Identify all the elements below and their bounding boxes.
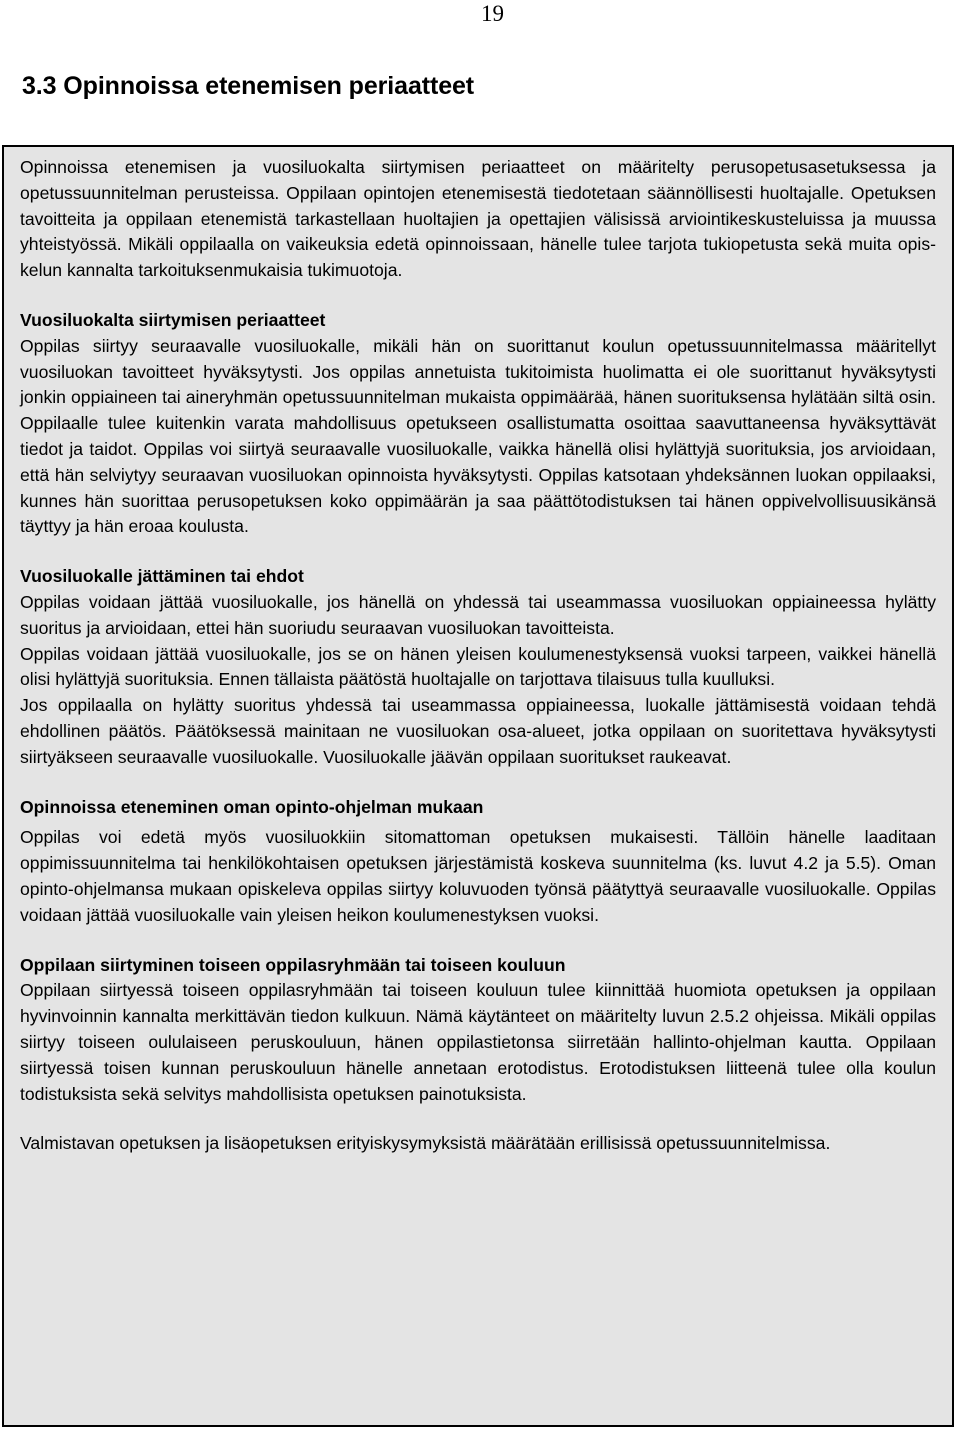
subsection-heading: Vuosiluokalta siirtymisen periaatteet [20, 309, 326, 330]
subsection-heading: Vuosiluokalle jättäminen tai ehdot [20, 566, 304, 587]
subsection-heading: Oppilaan siirtyminen toiseen oppilasryhmään tai toiseen kouluun [20, 954, 566, 975]
section-paragraph: Oppilas voidaan jättää vuosiluokalle, jos se on hänen yleisen koulumenestyksensä vuoksi tarpeen, vaikkei hänellä olisi hylättyjä suorituksia. Ennen tällaista päätöstä huoltajalle on tarjottava tilaisuus tulla kuulluksi. [20, 643, 936, 690]
section-oma-opinto-ohjelma [20, 795, 936, 929]
closing-block [20, 1131, 936, 1157]
section-paragraph: Jos oppilaalla on hylätty suoritus yhdessä tai useammassa oppiaineessa, luokalle jättämisestä voidaan tehdä ehdollinen päätös. Päätöksessä mainitaan ne vuosiluokan osa-alueet, jotka oppilaan on suoritettava hyväksytysti siirtyäkseen seuraavalle vuosiluokalle. Vuosiluokalle jäävän oppilaan suoritukset raukeavat. [20, 695, 936, 767]
section-siirtyminen-toiseen-kouluun [20, 953, 936, 1108]
intro-block [20, 155, 936, 284]
section-paragraph: Oppilaan siirtyessä toiseen oppilasryhmään tai toiseen kouluun tulee kiinnittää huomiota opetuksen ja oppilaan hyvinvoinnin kannalta merkittävän tiedon kulkuun. Nämä käytänteet on määritelty luvun 2.5.2 ohjeissa. Mikäli oppilas siirtyy toiseen oululaiseen peruskouluun, hänen oppilastietonsa siirretään hallinto-ohjelman kautta. Oppilaan siirtyessä toisen kunnan peruskouluun hänelle annetaan erotodistus. Erotodistuksen liitteenä tulee olla koulun todistuksista sekä selvitys mahdollisista opetuksen painotuksista. [20, 980, 936, 1104]
content-box [2, 145, 954, 1427]
closing-paragraph: Valmistavan opetuksen ja lisäopetuksen erityiskysymyksistä määrätään erillisissä opetussuunnitelmissa. [20, 1133, 831, 1154]
section-vuosiluokalle-jattaminen [20, 564, 936, 770]
section-heading: 3.3 Opinnoissa etenemisen periaatteet [22, 72, 475, 100]
section-paragraph: Oppilas voi edetä myös vuosiluokkiin sitomattoman opetuksen mukaisesti. Tällöin hänelle laaditaan oppimissuunnitelma tai henkilökohtaisen opetuksen järjestämistä koskeva suunnitelma (ks. luvut 4.2 ja 5.5). Oman opinto-ohjelmansa mukaan opiskeleva oppilas siirtyy koluvuoden työnsä päätyttyä seuraavalle vuosiluokalle. Oppilas voidaan jättää vuosiluokalle vain yleisen heikon koulumenestyksen vuoksi. [20, 827, 936, 925]
intro-paragraph: Opinnoissa etenemisen ja vuosiluokalta siirtymisen periaatteet on määritelty perusopetusasetuksessa ja opetussuunnitelman perusteissa. Oppilaan opintojen etenemisestä tiedotetaan säännöllisesti huoltajalle. Opetuksen tavoitteita ja oppilaan etenemistä tarkastellaan huoltajien ja opettajien välisissä arviointikeskusteluissa ja muussa yhteistyössä. Mikäli oppilaalla on vaikeuksia edetä opinnoissaan, hänelle tulee tarjota tukiopetusta sekä muita opiskelun kannalta tarkoituksenmukaisia tukimuotoja. [20, 157, 936, 281]
page-number: 19 [481, 1, 504, 26]
subsection-heading: Opinnoissa eteneminen oman opinto-ohjelman mukaan [20, 796, 484, 817]
section-paragraph: Oppilas siirtyy seuraavalle vuosiluokalle, mikäli hän on suorittanut koulun opetussuunnitelmassa määritellyt vuosiluokan tavoitteet hyväksytysti. Jos oppilas annetuista tukitoimista huolimatta ei ole suorittanut hyväksytysti jonkin oppiaineen tai aineryhmän opetussuunnitelman mukaista oppimäärää, hänen suorituksensa hylätään siltä osin. Oppilaalle tulee kuitenkin varata mahdollisuus opetukseen osallistumatta osoittaa saavuttaneensa hyväksyttävät tiedot ja taidot. Oppilas voi siirtyä seuraavalle vuosiluokalle, vaikka hänellä olisi hylättyjä suorituksia, jos arvioidaan, että hän selviytyy seuraavan vuosiluokan opinnoista hyväksytysti. Oppilas katsotaan yhdeksännen luokan oppilaaksi, kunnes hän suorittaa perusopetuksen koko oppimäärän ja saa päättötodistuksen tai hänen oppivelvollisuusikänsä täyttyy ja hän eroaa koulusta. [20, 335, 936, 537]
section-paragraph: Oppilas voidaan jättää vuosiluokalle, jos hänellä on yhdessä tai useammassa vuosiluokan oppiaineessa hylätty suoritus ja arvioidaan, ettei hän suoriudu seuraavan vuosiluokan tavoitteista. [20, 591, 936, 638]
section-vuosiluokalta-siirtyminen [20, 308, 936, 540]
